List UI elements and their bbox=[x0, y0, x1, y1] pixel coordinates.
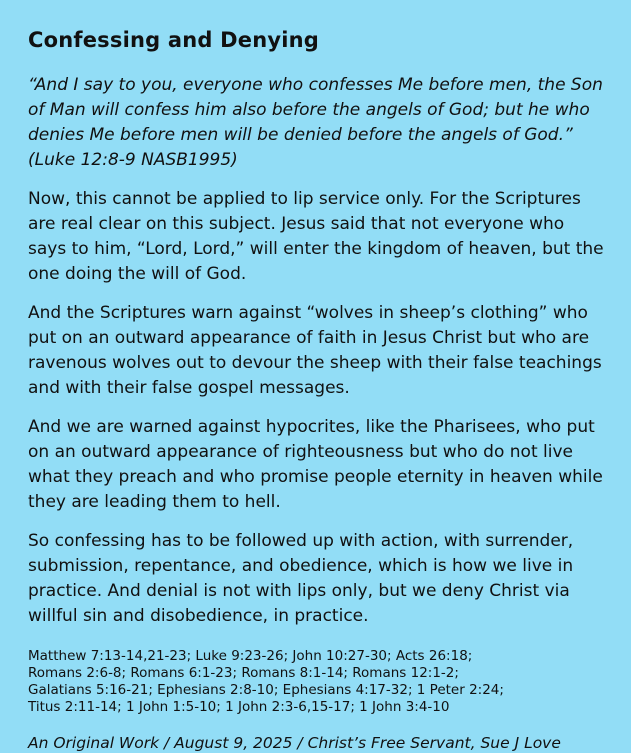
attribution-footer: An Original Work / August 9, 2025 / Christ’s Free Servant, Sue J Love bbox=[28, 734, 561, 753]
reference-line-4: Titus 2:11-14; 1 John 1:5-10; 1 John 2:3-6,15-17; 1 John 3:4-10 bbox=[28, 699, 450, 716]
reference-line-3: Galatians 5:16-21; Ephesians 2:8-10; Ephesians 4:17-32; 1 Peter 2:24; bbox=[28, 682, 504, 699]
reference-line-1: Matthew 7:13-14,21-23; Luke 9:23-26; John 10:27-30; Acts 26:18; bbox=[28, 648, 473, 665]
body-paragraph-3: And we are warned against hypocrites, like the Pharisees, who put on an outward appearance of righteousness but who do not live what they preach and who promise people eternity in heaven while they are leading them to hell. bbox=[28, 417, 603, 513]
body-paragraph-1: Now, this cannot be applied to lip service only. For the Scriptures are real clear on this subject. Jesus said that not everyone who says to him, “Lord, Lord,” will enter the kingdom of heaven, but the one doing the will of God. bbox=[28, 189, 604, 285]
scripture-quote: “And I say to you, everyone who confesses Me before men, the Son of Man will confess him also before the angels of God; but he who denies Me before men will be denied before the angels of God.” (Luke 12:8-9 NASB1995) bbox=[28, 75, 603, 171]
page-title: Confessing and Denying bbox=[28, 28, 320, 52]
reference-line-2: Romans 2:6-8; Romans 6:1-23; Romans 8:1-14; Romans 12:1-2; bbox=[28, 665, 459, 682]
body-paragraph-4: So confessing has to be followed up with action, with surrender, submission, repentance, and obedience, which is how we live in practice. And denial is not with lips only, but we deny Christ via willful sin and disobedience, in practice. bbox=[28, 531, 574, 627]
scripture-references bbox=[28, 648, 604, 716]
body-paragraph-2: And the Scriptures warn against “wolves in sheep’s clothing” who put on an outward appearance of faith in Jesus Christ but who are ravenous wolves out to devour the sheep with their false teachings and with their false gospel messages. bbox=[28, 303, 602, 399]
